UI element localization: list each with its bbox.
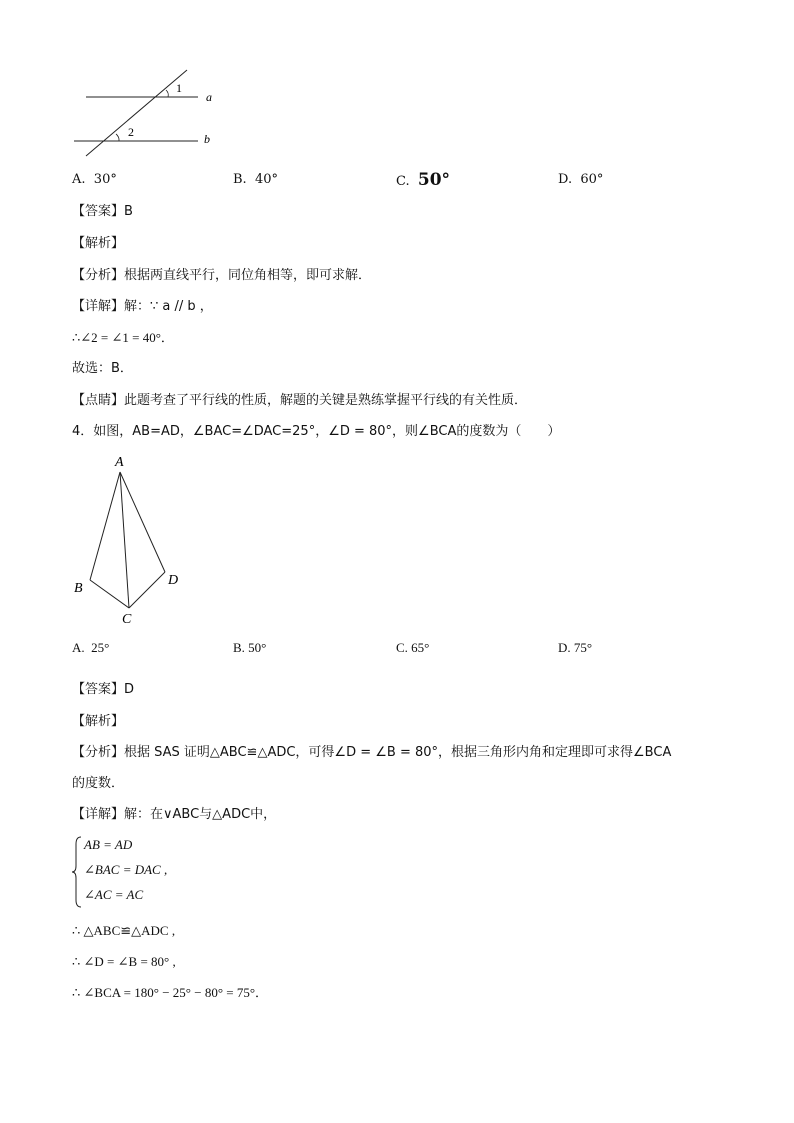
q3-option-b: B. 40° [233,172,278,187]
angle-2-label: 2 [128,125,134,139]
q3-jiexi-heading: 【解析】 [72,236,125,251]
segment-bc [90,580,129,608]
q4-analysis-line2: 的度数． [72,776,125,791]
q4-answer: 【答案】D [72,682,135,697]
q3-step1: ∴∠2 = ∠1 = 40°． [72,330,174,345]
angle-1-arc [166,90,168,97]
left-brace [72,836,82,908]
angle-1-label: 1 [176,81,182,95]
q4-step1: ∴ △ABC≌△ADC , [72,923,176,938]
angle-2-arc [116,134,119,141]
segment-ac [120,472,129,608]
vertex-c-label: C [122,612,132,627]
q3-option-c: C. 50° [396,170,451,190]
q4-jiexi-heading: 【解析】 [72,714,125,729]
q4-analysis-line1: 【分析】根据 SAS 证明△ABC≌△ADC，可得∠D = ∠B = 80°，根据三角形内角和定理即可求得∠BCA [72,745,672,760]
q3-analysis: 【分析】根据两直线平行，同位角相等，即可求解． [72,268,372,283]
q3-option-d: D. 60° [558,172,604,187]
q3-choice: 故选：B． [72,361,133,376]
transversal-line [86,70,187,156]
kite-figure [68,450,198,630]
q3-remark: 【点睛】此题考查了平行线的性质，解题的关键是熟练掌握平行线的有关性质． [72,393,528,408]
system-line-1: AB = AD [84,837,133,852]
q4-step2: ∴ ∠D = ∠B = 80° , [72,954,176,969]
parallel-lines-figure [70,62,230,162]
q4-option-d: D. 75° [558,640,593,655]
q4-option-a: A. 25° [72,640,110,655]
q4-detail: 【详解】解：在∨ABC与△ADC中， [72,807,277,822]
q3-option-a: A. 30° [72,172,117,187]
q4-option-b: B. 50° [233,640,267,655]
segment-ad [120,472,165,572]
system-line-2: ∠BAC = DAC , [84,862,168,877]
segment-cd [129,572,165,608]
vertex-b-label: B [74,581,83,596]
vertex-a-label: A [115,455,124,470]
q4-option-c: C. 65° [396,640,430,655]
q3-detail: 【详解】解：∵ a // b ， [72,299,213,314]
q3-answer: 【答案】B [72,204,133,219]
vertex-d-label: D [168,573,179,588]
system-line-3: ∠AC = AC [84,887,144,902]
segment-ab [90,472,120,580]
line-b-label: b [204,132,210,146]
q4-step3: ∴ ∠BCA = 180° − 25° − 80° = 75°． [72,985,269,1000]
line-a-label: a [206,90,212,104]
q4-question: 4．如图，AB=AD，∠BAC=∠DAC=25°，∠D = 80°，则∠BCA的度数为（ ） [72,424,561,439]
